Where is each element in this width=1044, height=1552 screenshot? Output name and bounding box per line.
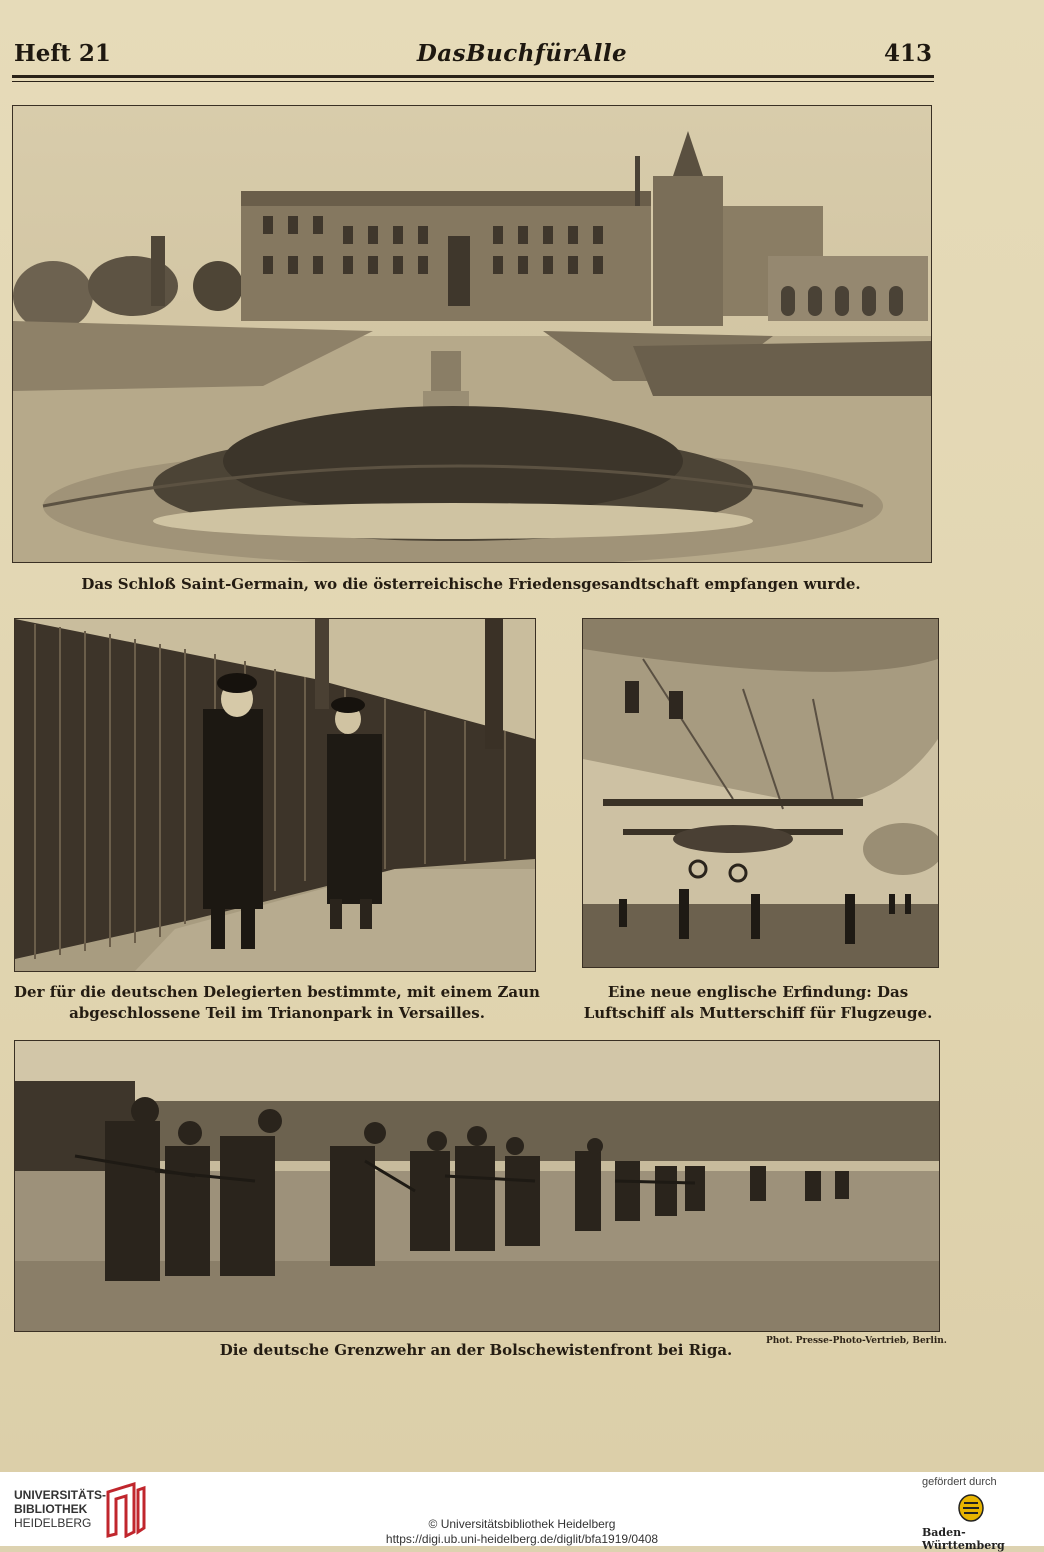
institution-line-2: BIBLIOTHEK [14,1502,88,1516]
issue-number: Heft 21 [14,40,111,67]
caption-trianon: Der für die deutschen Delegierten bestimmte, mit einem Zaun abgeschlossene Teil im Trianonpark in Versailles. [14,983,540,1022]
institution-line-1: UNIVERSITÄTS- [14,1488,107,1502]
funded-by-label: gefördert durch [922,1476,997,1488]
photo-grenzwehr-riga [14,1040,940,1332]
magazine-title: DasBuchfürAlle [416,40,628,67]
source-url-link[interactable]: https://digi.ub.uni-heidelberg.de/diglit/bfa1919/0408 [385,1532,659,1546]
header-rule-thin [12,81,934,82]
funder-name: Baden-Württemberg [922,1526,1005,1552]
copyright-notice: © Universitätsbibliothek Heidelberg [428,1517,616,1531]
photo-trianon-fence [14,618,536,972]
photo-chateau-saint-germain [12,105,932,563]
caption-grenzwehr: Die deutsche Grenzwehr an der Bolschewistenfront bei Riga. [219,1341,733,1359]
page-number: 413 [883,40,932,67]
baden-wuerttemberg-seal-icon [958,1494,984,1522]
caption-airship: Eine neue englische Erfindung: Das Luftschiff als Mutterschiff für Flugzeuge. [583,983,933,1022]
photo-airship-mothership [582,618,939,968]
institution-line-3: HEIDELBERG [14,1516,92,1530]
caption-chateau: Das Schloß Saint-Germain, wo die österreichische Friedensgesandtschaft empfangen wurde. [81,575,861,593]
header-rule [12,75,934,78]
photo-credit: Phot. Presse-Photo-Vertrieb, Berlin. [766,1336,947,1346]
